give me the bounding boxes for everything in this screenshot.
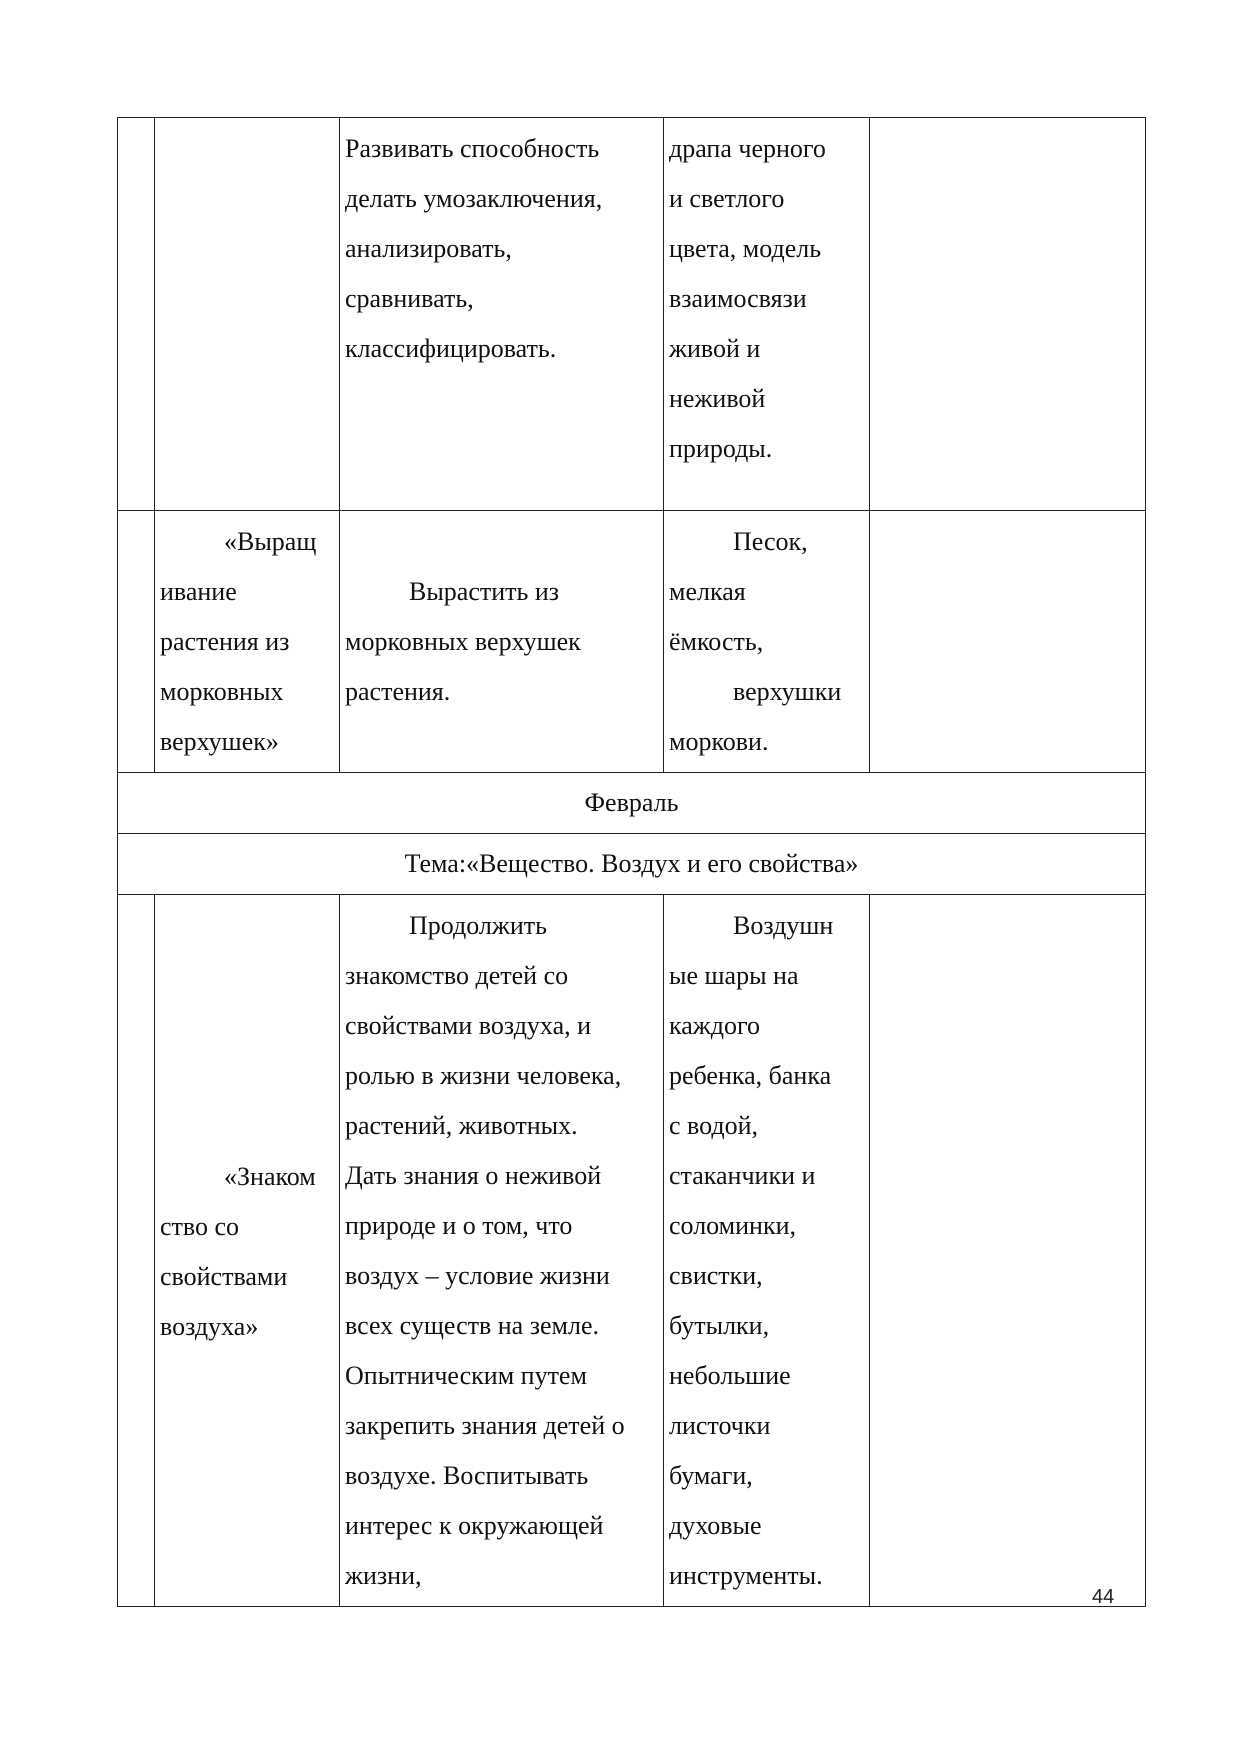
materials-cell [664, 895, 870, 1607]
table-row [118, 834, 1146, 895]
table-row [118, 118, 1146, 511]
number-cell [118, 511, 155, 773]
materials-line: ые шары на [669, 961, 799, 990]
goal-line: сравнивать, [345, 284, 474, 313]
topic-cell [155, 895, 340, 1607]
materials-cell [664, 118, 870, 511]
materials-line: цвета, модель [669, 234, 822, 263]
materials-line: листочки [669, 1411, 771, 1440]
goal-line: интерес к окружающей [345, 1511, 604, 1540]
topic-line: ство со [160, 1211, 240, 1241]
topic-line: растения из [160, 627, 290, 656]
goal-line: знакомство детей со [345, 961, 569, 990]
goal-line: всех существ на земле. [345, 1311, 599, 1340]
materials-line: бутылки, [669, 1311, 770, 1340]
materials-line: ребенка, банка [669, 1061, 832, 1090]
materials-line: бумаги, [669, 1461, 753, 1490]
topic-line: свойствами [160, 1261, 288, 1291]
topic-line: ивание [160, 577, 237, 606]
table-row [118, 895, 1146, 1607]
number-cell [118, 895, 155, 1607]
goal-cell [340, 895, 664, 1607]
topic-cell [155, 118, 340, 511]
materials-line: свистки, [669, 1261, 763, 1290]
goal-line: воздухе. Воспитывать [345, 1461, 589, 1490]
goal-cell [340, 118, 664, 511]
materials-line: инструменты. [669, 1561, 823, 1590]
goal-line: природе и о том, что [345, 1211, 573, 1240]
goal-line: Развивать способность [345, 134, 600, 163]
month-heading: Февраль [118, 773, 1146, 834]
spacer-line [345, 517, 658, 567]
materials-line: соломинки, [669, 1211, 797, 1240]
topic-line: морковных [160, 677, 284, 706]
number-cell [118, 118, 155, 511]
goal-line: анализировать, [345, 234, 512, 263]
materials-line: живой и [669, 334, 761, 363]
notes-cell [870, 511, 1146, 773]
materials-line: стаканчики и [669, 1161, 816, 1190]
materials-line: взаимосвязи [669, 284, 807, 313]
goal-line: Продолжить [409, 911, 547, 940]
topic-line: воздуха» [160, 1311, 259, 1341]
theme-heading: Тема:«Вещество. Воздух и его свойства» [118, 834, 1146, 895]
page-number: 44 [1092, 1586, 1115, 1608]
topic-cell [155, 511, 340, 773]
goal-line: классифицировать. [345, 334, 557, 363]
goal-line: жизни, [345, 1561, 422, 1590]
materials-line: каждого [669, 1011, 760, 1040]
goal-line: воздух – условие жизни [345, 1261, 610, 1290]
topic-line: «Знаком [224, 1161, 316, 1191]
materials-line: Воздушн [733, 911, 834, 940]
goal-line: морковных верхушек [345, 627, 581, 656]
materials-line: моркови. [669, 727, 769, 756]
materials-line: мелкая [669, 577, 746, 606]
topic-line: верхушек» [160, 727, 279, 756]
materials-line: природы. [669, 434, 773, 463]
goal-line: растений, животных. [345, 1111, 578, 1140]
table-row [118, 511, 1146, 773]
goal-cell [340, 511, 664, 773]
goal-line: свойствами воздуха, и [345, 1011, 592, 1040]
lesson-plan-table [117, 117, 1146, 1607]
notes-cell [870, 895, 1146, 1607]
materials-line: верхушки [733, 677, 842, 706]
materials-line: неживой [669, 384, 766, 413]
materials-cell [664, 511, 870, 773]
notes-cell [870, 118, 1146, 511]
table-row [118, 773, 1146, 834]
materials-line: и светлого [669, 184, 785, 213]
topic-line: «Выращ [224, 527, 317, 556]
goal-line: ролью в жизни человека, [345, 1061, 622, 1090]
goal-line: Опытническим путем [345, 1361, 587, 1390]
materials-line: драпа черного [669, 134, 826, 163]
materials-line: с водой, [669, 1111, 759, 1140]
materials-line: ёмкость, [669, 627, 764, 656]
materials-line: Песок, [733, 527, 808, 556]
goal-line: закрепить знания детей о [345, 1411, 625, 1440]
goal-line: растения. [345, 677, 451, 706]
materials-line: небольшие [669, 1361, 791, 1390]
goal-line: делать умозаключения, [345, 184, 603, 213]
materials-line: духовые [669, 1511, 762, 1540]
goal-line: Вырастить из [409, 577, 560, 606]
goal-line: Дать знания о неживой [345, 1161, 602, 1190]
